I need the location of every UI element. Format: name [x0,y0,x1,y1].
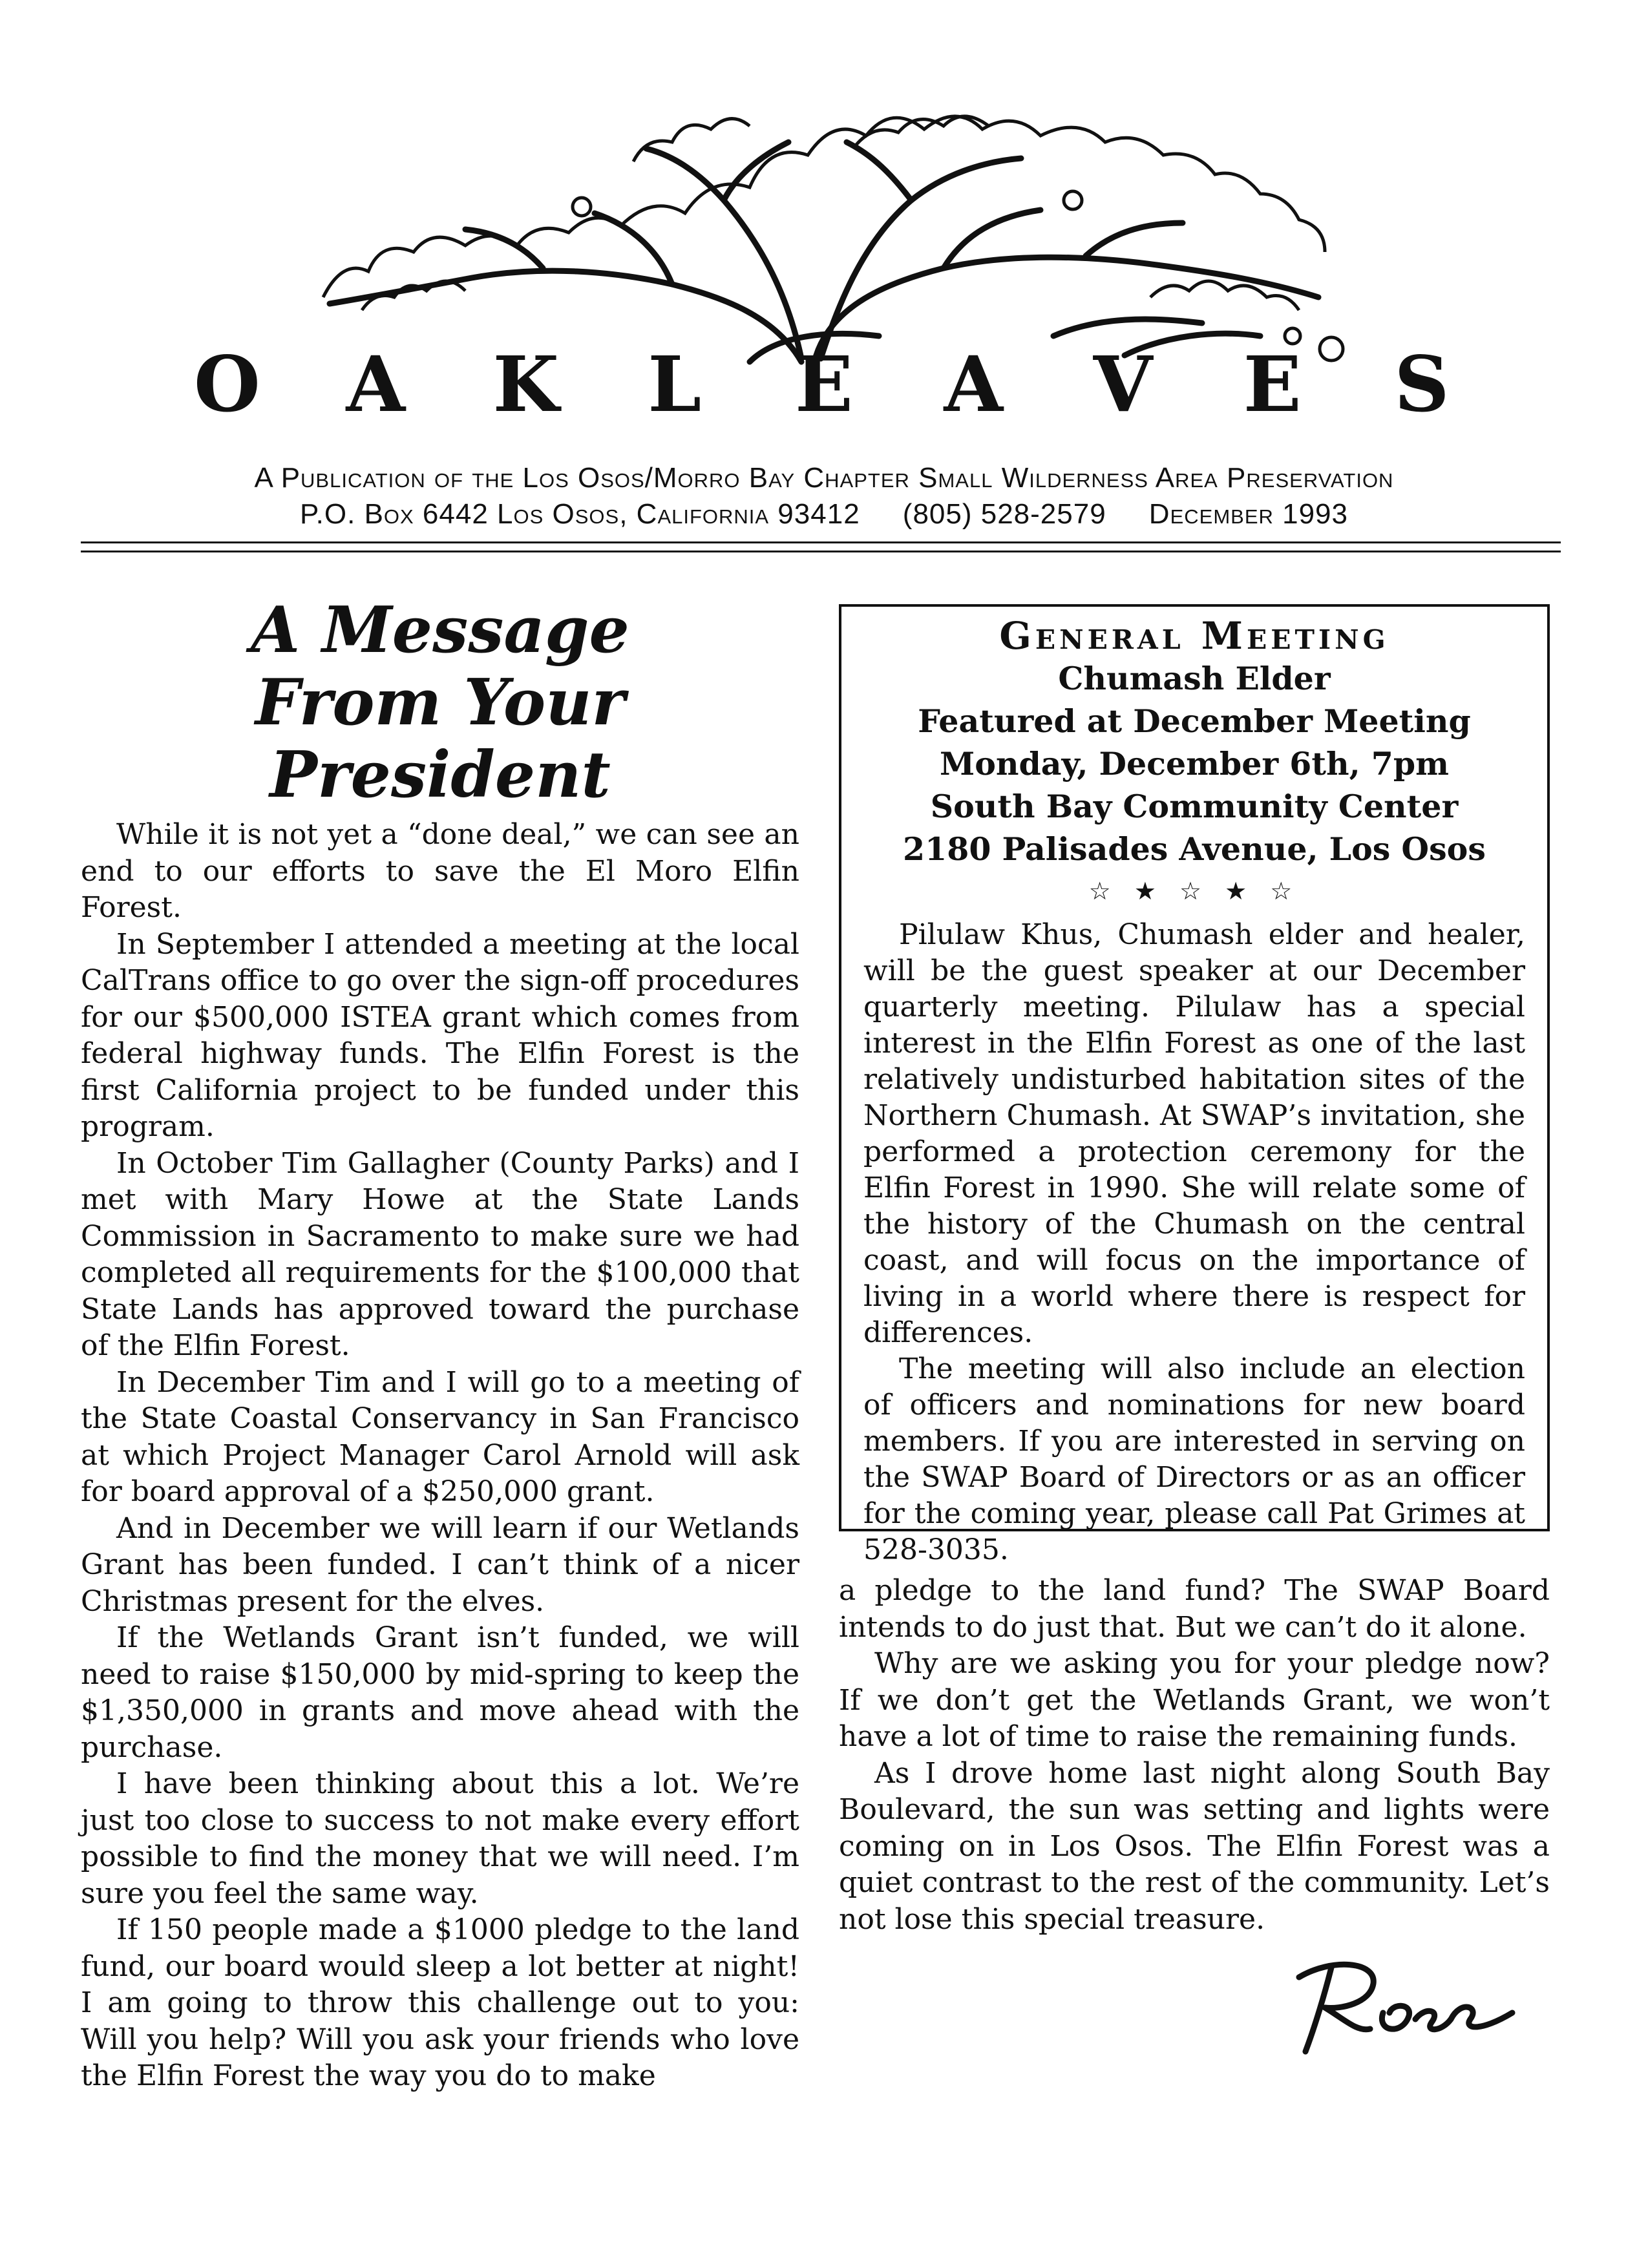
masthead-letter: A [346,339,406,429]
masthead-letter: E [1243,339,1302,429]
address-line: P.O. Box 6442 Los Osos, California 93412 (805) 528-2579 December 1993 [300,498,1348,530]
oak-tree-illustration [310,103,1357,375]
paragraph: And in December we will learn if our Wetlands Grant has been funded. I can’t think of a nicer Christmas present for the elves. [81,1511,799,1618]
masthead-letter: A [944,339,1004,429]
president-message [81,594,799,2095]
star-ornament: ☆ ★ ☆ ★ ☆ [1088,877,1300,905]
meeting-subhead: South Bay Community Center [930,788,1459,825]
publication-line: A Publication of the Los Osos/Morro Bay Chapter Small Wilderness Area Preservation [254,462,1394,494]
paragraph: As I drove home last night along South Bay Boulevard, the sun was setting and lights were coming on in Los Osos. The Elfin Forest was a quiet contrast to the rest of the community. Let’s not lose this special treasure. [839,1756,1550,1936]
paragraph: If the Wetlands Grant isn’t funded, we will need to raise $150,000 by mid-spring to keep the $1,350,000 in grants and move ahead with the purchase. [81,1621,799,1764]
masthead-letter: S [1394,339,1450,429]
paragraph: If 150 people made a $1000 pledge to the land fund, our board would sleep a lot better at night! I am going to throw this challenge out to you: Will you help? Will you ask your friends who love the Elfin Forest the way you do to make [81,1913,799,2092]
meeting-paragraph: Pilulaw Khus, Chumash elder and healer, will be the guest speaker at our December quarterly meeting. Pilulaw has a special interest in the Elfin Forest as one of the last relatively undisturbed habitation sites of the Northern Chumash. At SWAP’s invitation, she performed a protection ceremony for the Elfin Forest in 1990. She will relate some of the history of the Chumash on the central coast, and will focus on the importance of living in a world where there is respect for differences. [863,918,1525,1349]
paragraph: a pledge to the land fund? The SWAP Board intends to do just that. But we can’t do it alone. [839,1574,1550,1644]
paragraph: In September I attended a meeting at the local CalTrans office to go over the sign-off procedures for our $500,000 ISTEA grant which comes from federal highway funds. The Elfin Forest is the first California project to be funded under this program. [81,927,799,1143]
paragraph: While it is not yet a “done deal,” we can see an end to our efforts to save the El Moro Elfin Forest. [81,818,799,924]
meeting-subhead: Monday, December 6th, 7pm [940,745,1449,782]
headline-line: From Your President [255,666,626,812]
header-rule [81,541,1561,543]
masthead-letter: L [648,339,702,429]
masthead-letter: V [1093,339,1153,429]
masthead-letter: K [492,339,560,429]
paragraph: In December Tim and I will go to a meeting of the State Coastal Conservancy in San Francisco at which Project Manager Carol Arnold will ask for board approval of a $250,000 grant. [81,1365,799,1508]
signature-rose [1286,1948,1532,2058]
headline [81,594,799,812]
masthead-letter: E [795,339,853,429]
president-message-continued [839,1573,1550,1938]
masthead-letter: O [194,339,260,429]
meeting-subhead: Chumash Elder [1058,660,1331,697]
headline-line: A Message [251,593,629,667]
meeting-subhead: Featured at December Meeting [918,702,1471,740]
paragraph: In October Tim Gallagher (County Parks) and I met with Mary Howe at the State Lands Commission in Sacramento to make sure we had completed all requirements for the $100,000 that State Lands has approved toward the purchase of the Elfin Forest. [81,1146,799,1362]
paragraph: I have been thinking about this a lot. We’re just too close to success to not make every effort possible to find the money that we will need. I’m sure you feel the same way. [81,1767,799,1910]
paragraph: Why are we asking you for your pledge now? If we don’t get the Wetlands Grant, we won’t have a lot of time to raise the remaining funds. [839,1647,1550,1753]
meeting-paragraph: The meeting will also include an election of officers and nominations for new board members. If you are interested in serving on the SWAP Board of Directors or as an officer for the coming year, please call Pat Grimes at 528-3035. [863,1352,1525,1566]
meeting-subhead: 2180 Palisades Avenue, Los Osos [903,830,1486,868]
header-rule [81,551,1561,552]
general-meeting-box [839,604,1550,1566]
masthead-title [194,339,1454,429]
meeting-heading: General Meeting [999,614,1389,658]
